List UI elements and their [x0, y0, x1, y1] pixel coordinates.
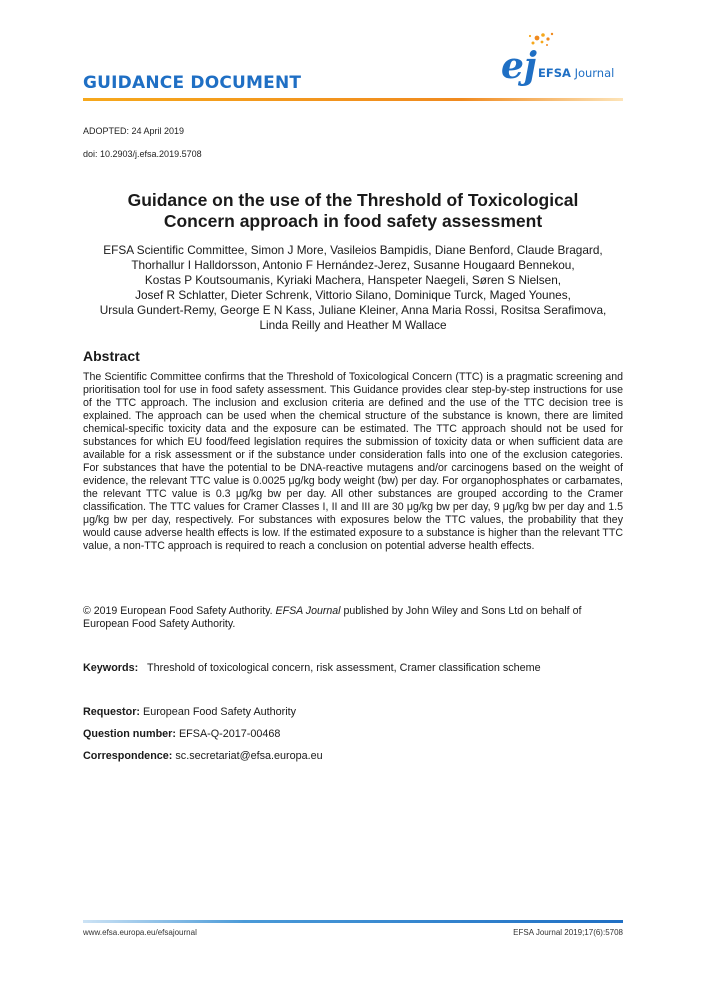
author-line: Kostas P Koutsoumanis, Kyriaki Machera, Hanspeter Naegeli, Søren S Nielsen, [144, 273, 562, 287]
question-number: Question number: EFSA-Q-2017-00468 [83, 728, 281, 740]
efsa-journal-logo [497, 30, 627, 90]
doi: doi: 10.2903/j.efsa.2019.5708 [83, 149, 202, 159]
abstract-text: The Scientific Committee confirms that the Threshold of Toxicological Concern (TTC) is a pragmatic screening and prioritisation tool for use in food safety assessment. This Guidance provides clear step-by-step instructions for use of the TTC approach. The inclusion and exclusion criteria are defined and the use of the TTC decision tree is explained. The approach can be used when the chemical structure of the substance is known, there are limited chemical-specific toxicity data and the exposure can be estimated. The TTC approach should not be used for substances for which EU food/feed legislation requires the submission of toxicity data or when sufficient data are available for a risk assessment or if the substance under consideration falls into one of the exclusion categories. For substances that have the potential to be DNA-reactive mutagens and/or carcinogens based on the weight of evidence, the relevant TTC value is 0.0025 μg/kg body weight (bw) per day. For organophosphates or carbamates, the relevant TTC value is 0.3 μg/kg bw per day. All other substances are grouped according to the Cramer classification. The TTC values for Cramer Classes I, II and III are 30 μg/kg bw per day, 9 μg/kg bw per day and 1.5 μg/kg bw per day, respectively. For substances with exposures below the TTC values, the probability that they would cause adverse health effects is low. If the estimated exposure to a substance is higher than the relevant TTC value, a non-TTC approach is required to reach a conclusion on potential adverse health effects. [83, 371, 623, 552]
logo-wordmark: EFSA Journal [538, 66, 615, 80]
copyright-notice: © 2019 European Food Safety Authority. EFSA Journal published by John Wiley and Sons Ltd on behalf of European Food Safety Authority. [83, 605, 582, 630]
footer-citation: EFSA Journal 2019;17(6):5708 [513, 928, 623, 937]
title-line: Guidance on the use of the Threshold of Toxicological [127, 190, 579, 210]
correspondence-email[interactable]: sc.secretariat@efsa.europa.eu [175, 750, 323, 762]
requestor: Requestor: European Food Safety Authority [83, 706, 297, 718]
abstract-heading: Abstract [83, 348, 140, 364]
author-line: EFSA Scientific Committee, Simon J More, Vasileios Bampidis, Diane Benford, Claude Bragard, [103, 243, 603, 257]
correspondence: Correspondence: sc.secretariat@efsa.europa.eu [83, 750, 323, 762]
author-line: Linda Reilly and Heather M Wallace [259, 318, 447, 332]
document-type-heading: GUIDANCE DOCUMENT [83, 73, 302, 93]
journal-name: EFSA Journal [275, 605, 341, 617]
logo-letters: ej [501, 45, 537, 87]
header-divider [83, 98, 623, 101]
author-line: Ursula Gundert-Remy, George E N Kass, Juliane Kleiner, Anna Maria Rossi, Rositsa Serafimova, [99, 303, 607, 317]
keywords: Keywords: Threshold of toxicological concern, risk assessment, Cramer classification scheme [83, 662, 541, 674]
title-line: Concern approach in food safety assessment [163, 211, 543, 231]
page-title [83, 190, 623, 232]
footer-divider [83, 920, 623, 923]
author-line: Thorhallur I Halldorsson, Antonio F Hernández-Jerez, Susanne Hougaard Bennekou, [131, 258, 575, 272]
author-list [83, 243, 623, 333]
adopted-date: ADOPTED: 24 April 2019 [83, 126, 185, 136]
footer-url[interactable]: www.efsa.europa.eu/efsajournal [83, 928, 197, 937]
author-line: Josef R Schlatter, Dieter Schrenk, Vittorio Silano, Dominique Turck, Maged Younes, [135, 288, 571, 302]
